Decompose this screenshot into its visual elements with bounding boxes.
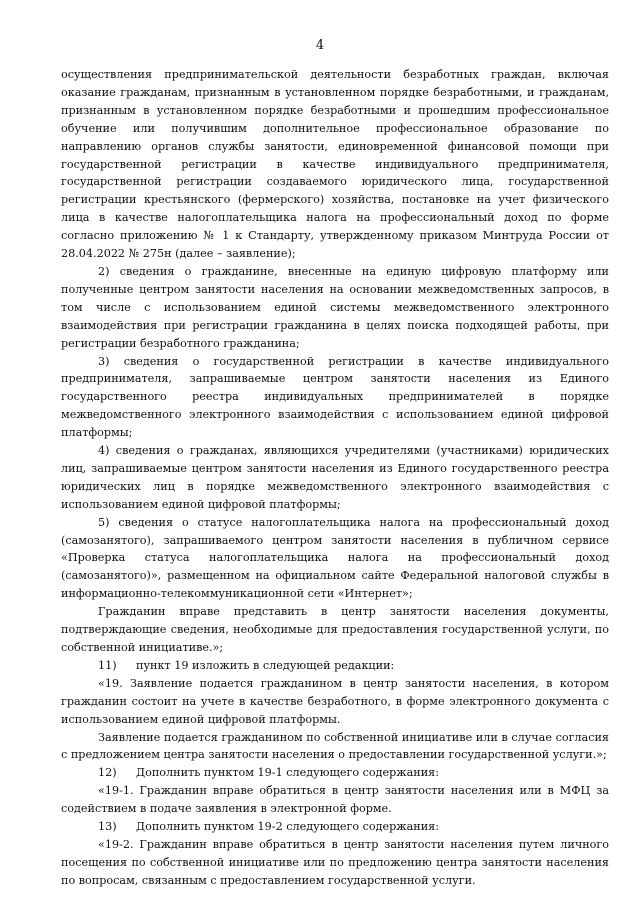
amendment-number: 13) xyxy=(98,820,117,834)
amendment-13 xyxy=(61,818,609,836)
amendment-11 xyxy=(61,657,609,675)
paragraph-item-3: 3) сведения о государственной регистрации в качестве индивидуального предпринимателя, запрашиваемые центром занятости населения из Единого государственного реестра индивидуальных предпринимателей в порядке межведомственного электронного взаимодействия с использованием единой цифровой платформы; xyxy=(61,354,609,440)
paragraph-item-5: 5) сведения о статусе налогоплательщика налога на профессиональный доход (самозанятого), запрашиваемого центром занятости населения в публичном сервисе «Проверка статуса налогоплательщика налога на профессиональный доход (самозанятого)», размещенном на официальном сайте Федеральной налоговой службы в информационно-телекоммуникационной сети «Интернет»; xyxy=(61,515,609,601)
paragraph-item-2: 2) сведения о гражданине, внесенные на единую цифровую платформу или полученные центром занятости населения на основании межведомственных запросов, в том числе с использованием единой системы межведомственного электронного взаимодействия при регистрации гражданина в целях поиска подходящей работы, при регистрации безработного гражданина; xyxy=(61,264,609,350)
paragraph-clause-19-cont: Заявление подается гражданином по собственной инициативе или в случае согласия с предложением центра занятости населения о предоставлении государственной услуги.»; xyxy=(61,730,609,762)
amendment-text: Дополнить пунктом 19-1 следующего содержания: xyxy=(136,766,439,780)
document-body xyxy=(61,66,609,890)
paragraph-clause-19-2: «19-2. Гражданин вправе обратиться в центр занятости населения путем личного посещения по собственной инициативе или по предложению центра занятости населения по вопросам, связанным с предоставлением государственной услуги. xyxy=(61,837,609,887)
amendment-12 xyxy=(61,764,609,782)
amendment-number: 12) xyxy=(98,766,117,780)
page-number: 4 xyxy=(315,38,325,53)
amendment-number: 11) xyxy=(98,658,117,672)
paragraph-clause-19: «19. Заявление подается гражданином в центр занятости населения, в котором гражданин состоит на учете в качестве безработного, в форме электронного документа с использованием единой цифровой платформы. xyxy=(61,676,609,726)
paragraph-initiative: Гражданин вправе представить в центр занятости населения документы, подтверждающие сведения, необходимые для предоставления государственной услуги, по собственной инициативе.»; xyxy=(61,605,609,654)
amendment-text: Дополнить пунктом 19-2 следующего содержания: xyxy=(136,820,439,834)
amendment-text: пункт 19 изложить в следующей редакции: xyxy=(136,658,395,672)
paragraph-continuation: осуществления предпринимательской деятельности безработных граждан, включая оказание гражданам, признанным в установленном порядке безработными, и гражданам, признанным в установленном порядке безработными и прошедшим профессиональное обучение или получившим дополнительное профессиональное образование по направлению органов службы занятости, единовременной финансовой помощи при государственной регистрации в качестве индивидуального предпринимателя, государственной регистрации создаваемого юридического лица, государственной регистрации крестьянского (фермерского) хозяйства, постановке на учет физического лица в качестве налогоплательщика налога на профессиональный доход по форме согласно приложению № 1 к Стандарту, утвержденному приказом Минтруда России от 28.04.2022 № 275н (далее – заявление); xyxy=(61,68,609,261)
paragraph-item-4: 4) сведения о гражданах, являющихся учредителями (участниками) юридических лиц, запрашиваемые центром занятости населения из Единого государственного реестра юридических лиц в порядке межведомственного электронного взаимодействия с использованием единой цифровой платформы; xyxy=(61,444,609,511)
paragraph-clause-19-1: «19-1. Гражданин вправе обратиться в центр занятости населения или в МФЦ за содействием в подаче заявления в электронной форме. xyxy=(61,784,609,816)
